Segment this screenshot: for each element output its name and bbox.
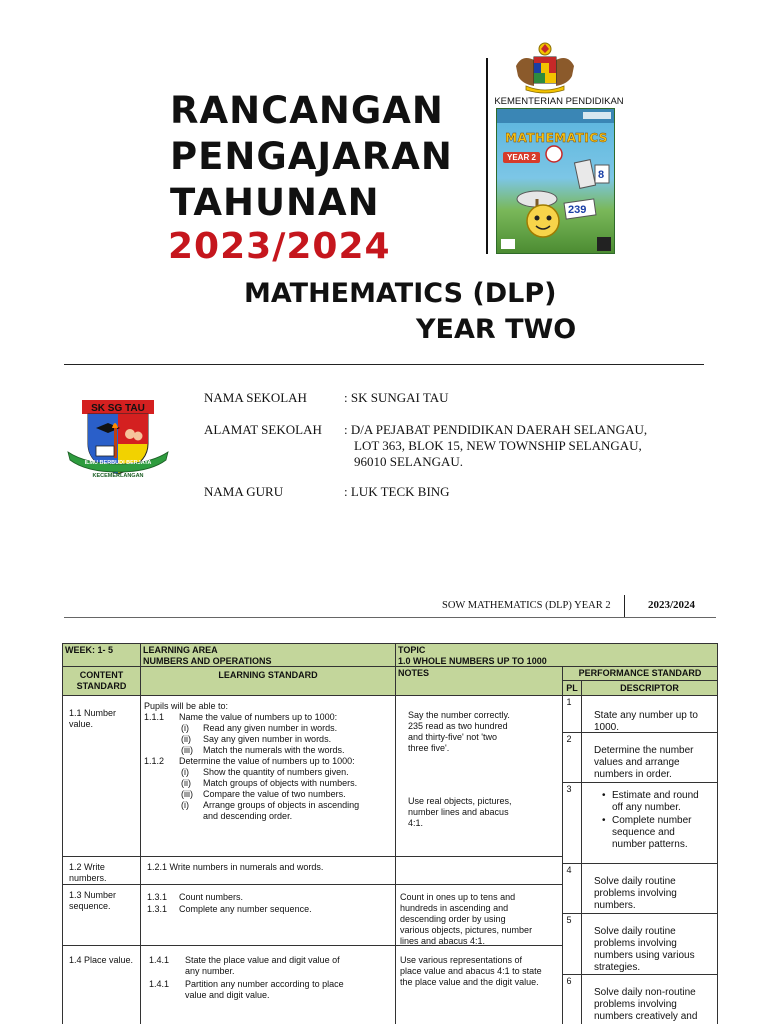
notes-text: three five'. — [408, 743, 450, 753]
notes-text: Use various representations of — [400, 955, 523, 965]
learning-code: 1.3.1 — [147, 892, 168, 902]
content-cell — [62, 884, 141, 946]
pl-cell — [562, 782, 582, 864]
learning-code: 1.1.1 — [144, 712, 165, 722]
learning-area-label: LEARNING AREA — [143, 645, 218, 655]
textbook-title: MATHEMATICS — [505, 131, 608, 145]
teacher-label: NAMA GURU — [204, 484, 284, 499]
learning-code: 1.3.1 — [147, 904, 168, 914]
textbook-year-badge: YEAR 2 — [503, 152, 540, 163]
week-text: WEEK: 1- 5 — [65, 645, 114, 655]
book-number: 239 — [568, 204, 587, 216]
descriptor-bullet: • Estimate and round — [612, 790, 699, 801]
content-text: sequence. — [69, 901, 111, 911]
sheet-label: SOW MATHEMATICS (DLP) YEAR 2 — [442, 600, 611, 611]
notes-cell — [395, 695, 563, 857]
learning-text: and descending order. — [203, 811, 293, 821]
descriptor-text: numbers using various — [594, 950, 695, 961]
learning-code: (iii) — [181, 789, 193, 799]
learning-text: Say any given number in words. — [203, 734, 332, 744]
descriptor-header — [581, 680, 718, 696]
descriptor-text: Solve daily routine — [594, 926, 676, 937]
descriptor-text: values and arrange — [594, 757, 680, 768]
learning-text: Partition any number according to place — [185, 979, 344, 989]
learning-text: Name the value of numbers up to 1000: — [179, 712, 338, 722]
pl-number: 4 — [566, 865, 572, 875]
learning-code: (ii) — [181, 734, 191, 744]
content-text: 1.3 Number — [69, 890, 117, 900]
notes-text: the place value and the digit value. — [400, 977, 539, 987]
learning-text: Arrange groups of objects in ascending — [203, 800, 360, 810]
learning-text: Compare the value of two numbers. — [203, 789, 346, 799]
cover-rule — [64, 364, 704, 365]
learning-code: (i) — [181, 800, 189, 810]
descriptor-text: 1000. — [594, 722, 620, 733]
book-number: 8 — [598, 169, 605, 181]
learning-text: any number. — [185, 966, 235, 976]
notes-cell — [395, 856, 563, 885]
notes-cell — [395, 884, 563, 946]
learning-code: (iii) — [181, 745, 193, 755]
topic-cell — [395, 643, 718, 667]
content-standard-header — [62, 666, 141, 696]
learning-text: State the place value and digit value of — [185, 955, 340, 965]
descriptor-bullet: • Complete number — [612, 815, 691, 826]
learning-cell — [140, 695, 396, 857]
descriptor-cell — [581, 732, 718, 783]
descriptor-text: off any number. — [612, 802, 681, 813]
cover-year: 2023/2024 — [168, 226, 391, 267]
descriptor-text: Solve daily non-routine — [594, 987, 696, 998]
learning-text: Complete any number sequence. — [179, 904, 312, 914]
content-header-line: CONTENT — [79, 670, 124, 680]
notes-text: and thirty-five' not 'two — [408, 732, 497, 742]
school-address-label: ALAMAT SEKOLAH — [204, 422, 322, 437]
notes-header — [395, 666, 563, 696]
textbook-cover — [496, 108, 615, 254]
learning-cell — [140, 945, 396, 1024]
pl-header — [562, 680, 582, 696]
descriptor-text: problems involving — [594, 888, 677, 899]
pl-number: 1 — [566, 697, 572, 707]
topic-value: 1.0 WHOLE NUMBERS UP TO 1000 — [398, 656, 547, 666]
notes-text: hundreds in ascending and — [400, 903, 509, 913]
learning-text: 1.2.1 Write numbers in numerals and words. — [147, 862, 324, 872]
descriptor-cell — [581, 782, 718, 864]
week-cell — [62, 643, 141, 667]
descriptor-text: sequence and — [612, 827, 675, 838]
learning-area-cell — [140, 643, 396, 667]
topic-label: TOPIC — [398, 645, 426, 655]
notes-text: Use real objects, pictures, — [408, 796, 512, 806]
notes-text: lines and abacus 4:1. — [400, 936, 486, 946]
school-name-label: NAMA SEKOLAH — [204, 390, 307, 405]
notes-header-text: NOTES — [398, 668, 430, 678]
learning-header-text: LEARNING STANDARD — [218, 670, 318, 680]
content-cell — [62, 856, 141, 885]
cover-divider — [486, 58, 488, 254]
logo-banner-text: SK SG TAU — [91, 403, 145, 414]
descriptor-text: number patterns. — [612, 839, 688, 850]
sheet-divider — [624, 595, 625, 617]
school-name-value: : SK SUNGAI TAU — [344, 390, 449, 405]
notes-text: Count in ones up to tens and — [400, 892, 516, 902]
descriptor-text: numbers in order. — [594, 769, 672, 780]
descriptor-text: strategies. — [594, 962, 641, 973]
learning-code: (i) — [181, 723, 189, 733]
performance-header — [562, 666, 718, 681]
pl-number: 5 — [566, 915, 572, 925]
sheet-rule — [64, 617, 716, 618]
descriptor-text: Determine the number — [594, 745, 694, 756]
learning-standard-header — [140, 666, 396, 696]
cover-title-line: PENGAJARAN — [170, 135, 453, 178]
content-cell — [62, 945, 141, 1024]
pl-cell — [562, 913, 582, 975]
scheme-of-work-table — [62, 643, 718, 1024]
pl-cell — [562, 732, 582, 783]
learning-cell — [140, 884, 396, 946]
descriptor-text: numbers. — [594, 900, 636, 911]
learning-code: (i) — [181, 767, 189, 777]
learning-intro: Pupils will be able to: — [144, 701, 229, 711]
logo-ribbon2-text: KECEMERLANGAN — [92, 473, 144, 479]
descriptor-text: Solve daily routine — [594, 876, 676, 887]
learning-text: Determine the value of numbers up to 1000: — [179, 756, 355, 766]
learning-text: Show the quantity of numbers given. — [203, 767, 349, 777]
content-text: numbers. — [69, 873, 107, 883]
cover-title-line: RANCANGAN — [170, 89, 444, 132]
notes-text: Say the number correctly. — [408, 710, 510, 720]
learning-cell — [140, 856, 396, 885]
content-text: 1.4 Place value. — [69, 955, 134, 965]
learning-text: value and digit value. — [185, 990, 270, 1000]
learning-code: 1.4.1 — [149, 955, 170, 965]
learning-text: Match the numerals with the words. — [203, 745, 345, 755]
notes-text: descending order by using — [400, 914, 506, 924]
notes-text: 235 read as two hundred — [408, 721, 508, 731]
school-address-line: : D/A PEJABAT PENDIDIKAN DAERAH SELANGAU, — [344, 422, 648, 437]
sheet-year: 2023/2024 — [648, 599, 696, 611]
pl-cell — [562, 974, 582, 1024]
descriptor-cell — [581, 863, 718, 914]
descriptor-text: problems involving — [594, 938, 677, 949]
descriptor-cell — [581, 974, 718, 1024]
performance-header-text: PERFORMANCE STANDARD — [578, 668, 702, 678]
school-address-line: 96010 SELANGAU. — [354, 454, 464, 469]
subject-title: MATHEMATICS (DLP) — [244, 278, 557, 309]
descriptor-text: State any number up to — [594, 710, 698, 721]
notes-text: place value and abacus 4:1 to state — [400, 966, 542, 976]
learning-text: Count numbers. — [179, 892, 244, 902]
pl-number: 3 — [566, 784, 572, 794]
teacher-value: : LUK TECK BING — [344, 484, 450, 499]
content-text: 1.2 Write — [69, 862, 105, 872]
pl-cell — [562, 863, 582, 914]
descriptor-cell — [581, 695, 718, 733]
school-address-line: LOT 363, BLOK 15, NEW TOWNSHIP SELANGAU, — [354, 438, 642, 453]
ministry-name: KEMENTERIAN PENDIDIKAN — [494, 96, 624, 107]
content-header-line: STANDARD — [76, 681, 127, 691]
cover-title — [170, 88, 480, 226]
school-logo-icon — [66, 398, 170, 480]
content-text: value. — [69, 719, 94, 729]
pl-header-text: PL — [566, 683, 578, 693]
content-text: 1.1 Number — [69, 708, 117, 718]
malaysia-crest-icon — [512, 40, 578, 94]
descriptor-cell — [581, 913, 718, 975]
notes-text: number lines and abacus — [408, 807, 509, 817]
level-title: YEAR TWO — [416, 314, 577, 345]
pl-number: 2 — [566, 734, 572, 744]
learning-code: 1.1.2 — [144, 756, 165, 766]
logo-ribbon-text: ILMU BERBUDI BERJAYA — [84, 460, 152, 466]
pl-cell — [562, 695, 582, 733]
notes-text: 4:1. — [408, 818, 424, 828]
cover-title-line: TAHUNAN — [170, 181, 380, 224]
learning-code: (ii) — [181, 778, 191, 788]
learning-text: Read any given number in words. — [203, 723, 338, 733]
descriptor-text: problems involving — [594, 999, 677, 1010]
learning-code: 1.4.1 — [149, 979, 170, 989]
pl-number: 6 — [566, 976, 572, 986]
notes-cell — [395, 945, 563, 1024]
learning-text: Match groups of objects with numbers. — [203, 778, 358, 788]
content-cell — [62, 695, 141, 857]
descriptor-header-text: DESCRIPTOR — [620, 683, 679, 693]
learning-area-value: NUMBERS AND OPERATIONS — [143, 656, 272, 666]
descriptor-text: numbers creatively and — [594, 1011, 698, 1022]
notes-text: various objects, pictures, number — [400, 925, 533, 935]
